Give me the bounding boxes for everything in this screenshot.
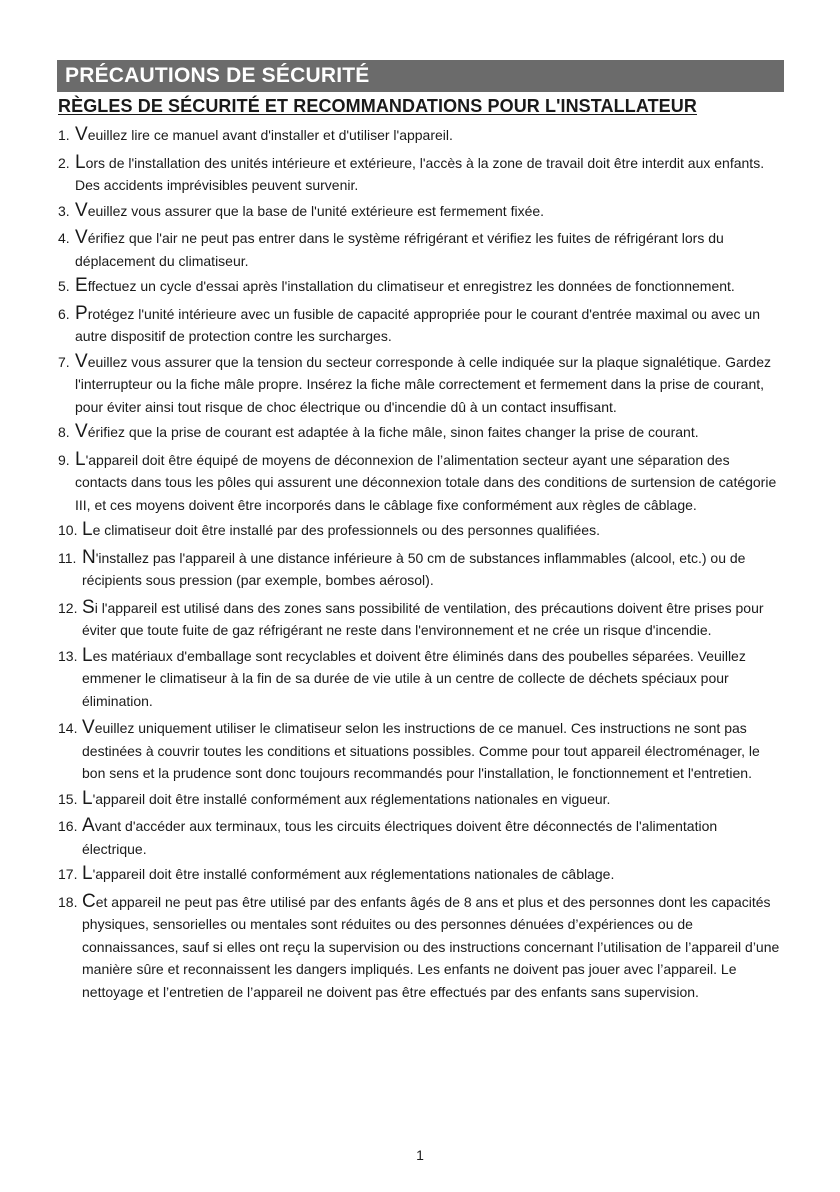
- list-item: [58, 351, 784, 419]
- item-text: et appareil ne peut pas être utilisé par des enfants âgés de 8 ans et plus et des personnes dont les capacités physiques, sensorielles ou mentales sont réduites ou des personnes dénuées d’expériences ou de connaissances, sauf si elles ont reçu la supervision ou des instructions concernant l’utilisation de l’appareil d’une manière sûre et reconnaissent les dangers impliqués. Les enfants ne doivent pas jouer avec l’appareil. Le nettoyage et l’entretien de l’appareil ne doivent pas être effectués par des enfants sans supervision.: [82, 893, 780, 1000]
- item-initial: V: [75, 227, 88, 248]
- item-initial: L: [82, 863, 93, 884]
- item-initial: A: [82, 815, 95, 836]
- list-item: [58, 449, 784, 517]
- list-item: [58, 227, 784, 272]
- list-item: [58, 717, 784, 785]
- list-item: [58, 303, 784, 348]
- item-text: e climatiseur doit être installé par des professionnels ou des personnes qualifiées.: [92, 522, 600, 538]
- banner-title: PRÉCAUTIONS DE SÉCURITÉ: [65, 64, 370, 87]
- item-initial: L: [75, 448, 86, 470]
- item-text: érifiez que l'air ne peut pas entrer dans le système réfrigérant et vérifiez les fuites de réfrigérant lors du déplacement du climatiseur.: [75, 230, 724, 269]
- subtitle-heading: RÈGLES DE SÉCURITÉ ET RECOMMANDATIONS POUR L'INSTALLATEUR: [58, 96, 697, 116]
- item-text: 'appareil doit être équipé de moyens de déconnexion de l’alimentation secteur ayant une séparation des contacts dans tous les pôles qui assurent une déconnexion totale dans des conditions de surtension de catégorie III, et ces moyens doivent être incorporés dans le câblage fixe conformément aux règles de câblage.: [75, 451, 777, 513]
- item-number: 4.: [58, 230, 70, 246]
- list-item: [58, 891, 784, 1004]
- item-text: ors de l'installation des unités intérieure et extérieure, l'accès à la zone de travail doit être interdit aux enfants. Des accidents imprévisibles peuvent survenir.: [75, 154, 765, 193]
- item-number: 5.: [58, 278, 70, 294]
- list-item: [58, 863, 784, 886]
- item-text: 'appareil doit être installé conformément aux réglementations nationales en vigueur.: [92, 790, 611, 807]
- list-item: [58, 152, 784, 197]
- item-number: 8.: [58, 424, 70, 440]
- item-text: euillez lire ce manuel avant d'installer et d'utiliser l'appareil.: [87, 127, 453, 143]
- item-initial: C: [82, 890, 96, 912]
- item-initial: P: [75, 302, 88, 324]
- item-number: 14.: [58, 720, 78, 736]
- item-number: 16.: [58, 818, 78, 834]
- item-initial: E: [75, 275, 88, 296]
- list-item: [58, 597, 784, 642]
- item-number: 1.: [58, 127, 70, 143]
- safety-rules-list: [58, 124, 784, 1003]
- item-number: 10.: [58, 522, 78, 538]
- item-text: euillez vous assurer que la tension du secteur corresponde à celle indiquée sur la plaque signalétique. Gardez l'interrupteur ou la fiche mâle propre. Insérez la fiche mâle correctement et fermement dans la prise de courant, pour éviter ainsi tout risque de choc électrique ou d'incendie dû à un contact insuffisant.: [75, 353, 772, 415]
- item-initial: N: [82, 546, 96, 568]
- list-item: [58, 275, 784, 298]
- item-number: 13.: [58, 647, 78, 664]
- item-text: 'installez pas l'appareil à une distance inférieure à 50 cm de substances inflammables (alcool, etc.) ou de récipients sous pression (par exemple, bombes aérosol).: [82, 549, 746, 588]
- item-initial: L: [82, 644, 93, 666]
- item-initial: V: [75, 199, 88, 221]
- item-initial: V: [82, 717, 95, 738]
- item-initial: V: [75, 421, 88, 442]
- item-number: 11.: [58, 549, 77, 566]
- item-text: 'appareil doit être installé conformément aux réglementations nationales de câblage.: [92, 866, 615, 882]
- item-initial: S: [82, 596, 95, 618]
- item-initial: V: [75, 124, 88, 145]
- item-initial: L: [82, 787, 93, 809]
- item-number: 3.: [58, 202, 70, 219]
- list-item: [58, 788, 784, 811]
- item-text: euillez uniquement utiliser le climatiseur selon les instructions de ce manuel. Ces instructions ne sont pas destinées à couvrir toutes les conditions et situations possibles. Comme pour tout appareil électroménager, le bon sens et la prudence sont donc toujours recommandés pour l'installation, le fonctionnement et l'entretien.: [82, 720, 760, 781]
- list-item: [58, 421, 784, 444]
- list-item: [58, 124, 784, 147]
- list-item: [58, 519, 784, 542]
- item-text: es matériaux d'emballage sont recyclables et doivent être éliminés dans des poubelles séparées. Veuillez emmener le climatiseur à la fin de sa durée de vie utile à un centre de collecte de déchets spéciaux pour élimination.: [82, 647, 746, 709]
- item-text: i l'appareil est utilisé dans des zones sans possibilité de ventilation, des précautions doivent être prises pour éviter que toute fuite de gaz réfrigérant ne reste dans l'environnement et ne crée un risque d'incendie.: [82, 599, 764, 638]
- item-number: 17.: [58, 866, 78, 882]
- item-initial: L: [75, 151, 86, 173]
- item-initial: L: [82, 519, 93, 540]
- list-item: [58, 645, 784, 713]
- item-number: 9.: [58, 451, 70, 468]
- item-number: 7.: [58, 353, 70, 370]
- item-number: 12.: [58, 599, 78, 616]
- item-text: érifiez que la prise de courant est adaptée à la fiche mâle, sinon faites changer la prise de courant.: [87, 424, 699, 440]
- item-text: ffectuez un cycle d'essai après l'installation du climatiseur et enregistrez les données de fonctionnement.: [87, 278, 735, 294]
- list-item: [58, 815, 784, 860]
- list-item: [58, 547, 784, 592]
- item-initial: V: [75, 350, 88, 372]
- item-number: 6.: [58, 305, 70, 322]
- item-number: 2.: [58, 154, 70, 171]
- page-number: 1: [416, 1147, 424, 1163]
- item-text: vant d'accéder aux terminaux, tous les circuits électriques doivent être déconnectés de l'alimentation électrique.: [82, 818, 718, 857]
- list-item: [58, 200, 784, 223]
- item-number: 15.: [58, 790, 78, 807]
- section-banner: [57, 60, 784, 92]
- item-text: rotégez l'unité intérieure avec un fusible de capacité appropriée pour le courant d'entrée maximal ou avec un autre dispositif de protection contre les surcharges.: [75, 305, 760, 344]
- item-text: euillez vous assurer que la base de l'unité extérieure est fermement fixée.: [87, 202, 545, 219]
- item-number: 18.: [58, 893, 78, 910]
